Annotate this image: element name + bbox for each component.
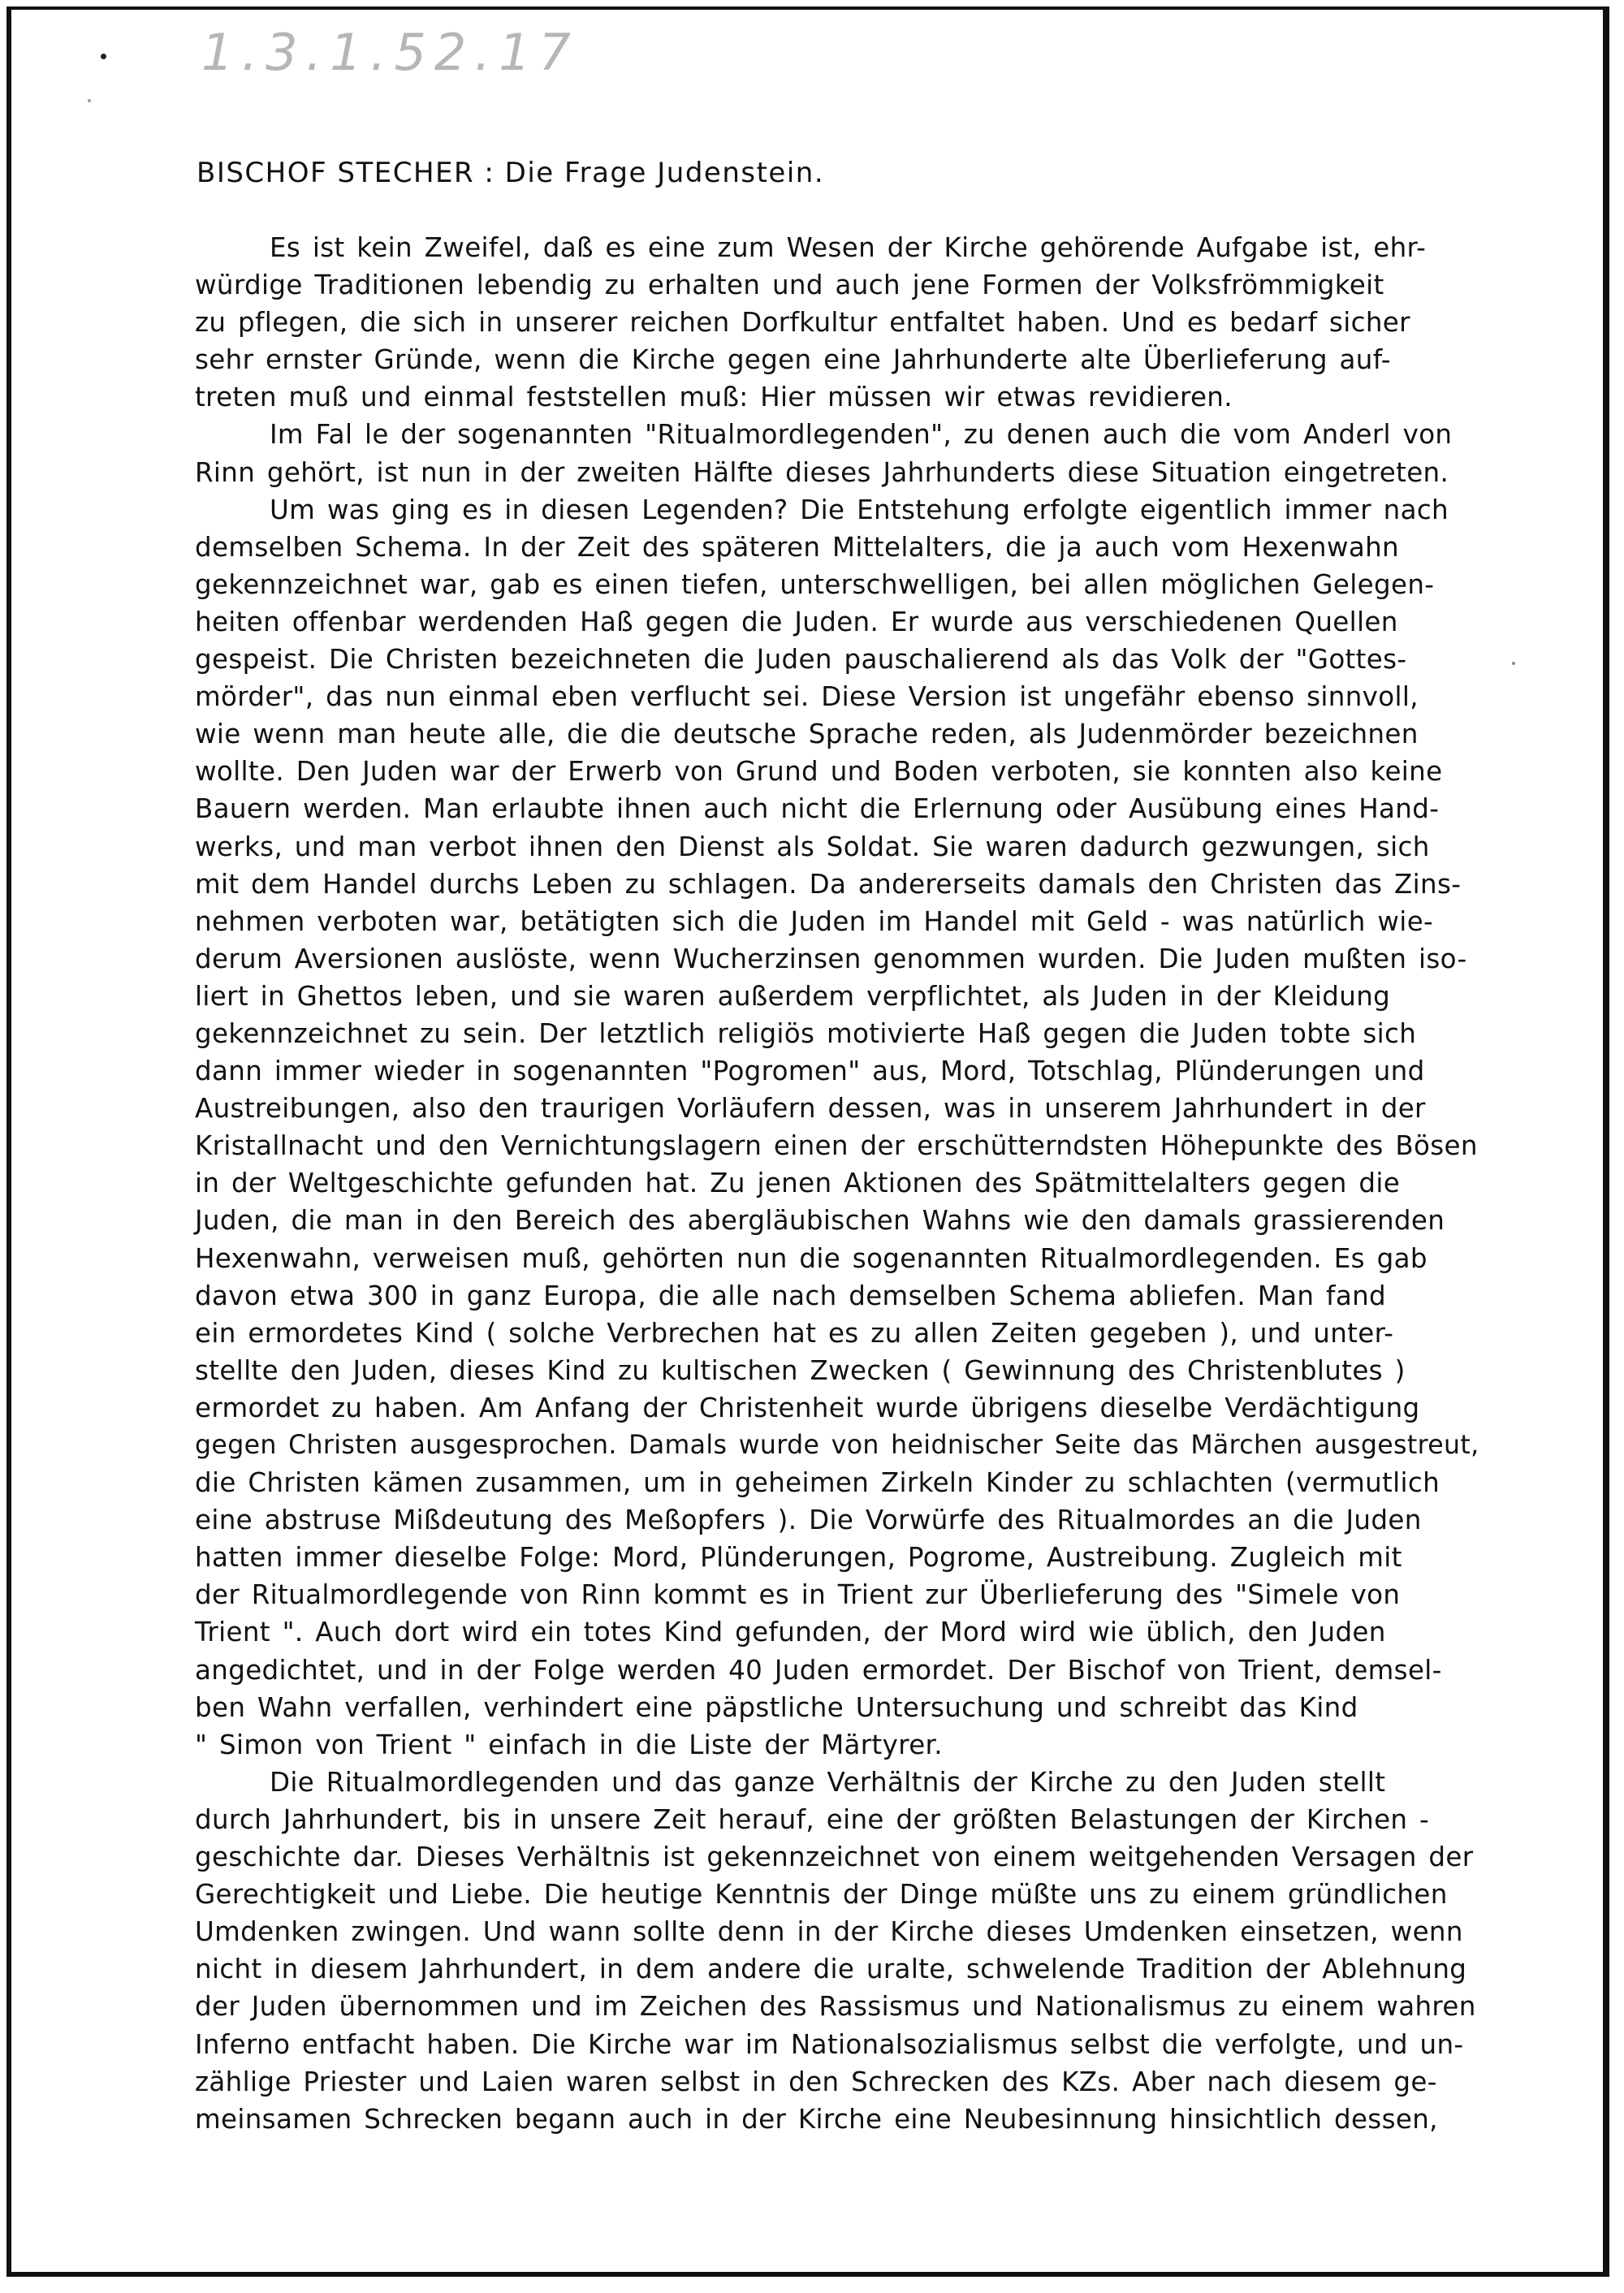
text-line: Inferno entfacht haben. Die Kirche war im Nationalsozialismus selbst die verfolgte, und un- (195, 2028, 1464, 2060)
text-line: geschichte dar. Dieses Verhältnis ist gekennzeichnet von einem weitgehenden Versagen der (195, 1842, 1474, 1873)
text-line: treten muß und einmal feststellen muß: Hier müssen wir etwas revidieren. (195, 382, 1233, 413)
text-line: angedichtet, und in der Folge werden 40 Juden ermordet. Der Bischof von Trient, demsel- (195, 1654, 1442, 1686)
text-line: Bauern werden. Man erlaubte ihnen auch nicht die Erlernung oder Ausübung eines Hand- (195, 793, 1440, 825)
text-line: Rinn gehört, ist nun in der zweiten Hälfte dieses Jahrhunderts diese Situation eingetreten. (195, 456, 1449, 488)
text-line: in der Weltgeschichte gefunden hat. Zu jenen Aktionen des Spätmittelalters gegen die (195, 1168, 1401, 1199)
text-line: Trient ". Auch dort wird ein totes Kind gefunden, der Mord wird wie üblich, den Juden (195, 1617, 1386, 1648)
text-line: gespeist. Die Christen bezeichneten die Juden pauschalierend als das Volk der "Gottes- (195, 644, 1407, 676)
text-line: heiten offenbar werdenden Haß gegen die Juden. Er wurde aus verschiedenen Quellen (195, 606, 1398, 637)
document-title: BISCHOF STECHER : Die Frage Judenstein. (197, 157, 825, 189)
text-line: werks, und man verbot ihnen den Dienst als Soldat. Sie waren dadurch gezwungen, sich (195, 831, 1430, 862)
text-line: zu pflegen, die sich in unserer reichen Dorfkultur entfaltet haben. Und es bedarf sicher (195, 307, 1410, 339)
text-line: demselben Schema. In der Zeit des späteren Mittelalters, die ja auch vom Hexenwahn (195, 531, 1399, 563)
text-line: wie wenn man heute alle, die die deutsche Sprache reden, als Judenmörder bezeichnen (195, 719, 1419, 750)
text-line: derum Aversionen auslöste, wenn Wucherzinsen genommen wurden. Die Juden mußten iso- (195, 943, 1467, 974)
text-line: Im Fal le der sogenannten "Ritualmordlegenden", zu denen auch die vom Anderl von (270, 419, 1453, 451)
text-line: ben Wahn verfallen, verhindert eine päpstliche Untersuchung und schreibt das Kind (195, 1691, 1358, 1723)
text-line: nicht in diesem Jahrhundert, in dem andere die uralte, schwelende Tradition der Ablehnung (195, 1954, 1467, 1985)
text-line: der Ritualmordlegende von Rinn kommt es in Trient zur Überlieferung des "Simele von (195, 1579, 1401, 1611)
text-line: Hexenwahn, verweisen muß, gehörten nun die sogenannten Ritualmordlegenden. Es gab (195, 1242, 1427, 1274)
text-line: Austreibungen, also den traurigen Vorläufern dessen, was in unserem Jahrhundert in der (195, 1093, 1426, 1125)
archive-reference-number: 1.3.1.52.17 (201, 23, 579, 82)
text-line: " Simon von Trient " einfach in die Liste der Märtyrer. (195, 1729, 943, 1760)
text-line: eine abstruse Mißdeutung des Meßopfers ). Die Vorwürfe des Ritualmordes an die Juden (195, 1505, 1422, 1536)
text-line: Es ist kein Zweifel, daß es eine zum Wesen der Kirche gehörende Aufgabe ist, ehr- (270, 232, 1427, 263)
text-line: mörder", das nun einmal eben verflucht sei. Diese Version ist ungefähr ebenso sinnvoll, (195, 681, 1419, 713)
text-line: gekennzeichnet war, gab es einen tiefen, unterschwelligen, bei allen möglichen Gelegen- (195, 568, 1435, 600)
text-line: hatten immer dieselbe Folge: Mord, Plünderungen, Pogrome, Austreibung. Zugleich mit (195, 1542, 1402, 1574)
scan-speck (88, 99, 91, 102)
text-line: Juden, die man in den Bereich des abergläubischen Wahns wie den damals grassierenden (195, 1205, 1445, 1237)
text-line: die Christen kämen zusammen, um in geheimen Zirkeln Kinder zu schlachten (vermutlich (195, 1467, 1440, 1499)
text-line: sehr ernster Gründe, wenn die Kirche gegen eine Jahrhunderte alte Überlieferung auf- (195, 344, 1391, 376)
text-line: wollte. Den Juden war der Erwerb von Grund und Boden verboten, sie konnten also keine (195, 756, 1443, 788)
text-line: Um was ging es in diesen Legenden? Die Entstehung erfolgte eigentlich immer nach (270, 494, 1449, 525)
text-line: gekennzeichnet zu sein. Der letztlich religiös motivierte Haß gegen die Juden tobte sich (195, 1017, 1417, 1049)
scan-speck (101, 54, 106, 59)
text-line: zählige Priester und Laien waren selbst in den Schrecken des KZs. Aber nach diesem ge- (195, 2066, 1437, 2097)
text-line: davon etwa 300 in ganz Europa, die alle nach demselben Schema abliefen. Man fand (195, 1280, 1387, 1311)
text-line: der Juden übernommen und im Zeichen des Rassismus und Nationalismus zu einem wahren (195, 1991, 1476, 2023)
text-line: würdige Traditionen lebendig zu erhalten und auch jene Formen der Volksfrömmigkeit (195, 270, 1384, 301)
text-line: Kristallnacht und den Vernichtungslagern einen der erschütterndsten Höhepunkte des Bösen (195, 1130, 1478, 1162)
text-line: ermordet zu haben. Am Anfang der Christenheit wurde übrigens dieselbe Verdächtigung (195, 1392, 1420, 1423)
text-line: stellte den Juden, dieses Kind zu kultischen Zwecken ( Gewinnung des Christenblutes ) (195, 1354, 1406, 1386)
text-line: meinsamen Schrecken begann auch in der Kirche eine Neubesinnung hinsichtlich dessen, (195, 2103, 1438, 2135)
text-line: mit dem Handel durchs Leben zu schlagen. Da andererseits damals den Christen das Zins- (195, 868, 1462, 900)
text-line: Umdenken zwingen. Und wann sollte denn in der Kirche dieses Umdenken einsetzen, wenn (195, 1916, 1463, 1948)
text-line: Die Ritualmordlegenden und das ganze Verhältnis der Kirche zu den Juden stellt (270, 1766, 1386, 1798)
text-line: ein ermordetes Kind ( solche Verbrechen hat es zu allen Zeiten gegeben ), und unter- (195, 1317, 1394, 1349)
text-line: liert in Ghettos leben, und sie waren außerdem verpflichtet, als Juden in der Kleidung (195, 980, 1391, 1012)
text-line: durch Jahrhundert, bis in unsere Zeit herauf, eine der größten Belastungen der Kirchen - (195, 1803, 1430, 1835)
text-line: dann immer wieder in sogenannten "Pogromen" aus, Mord, Totschlag, Plünderungen und (195, 1056, 1425, 1087)
text-line: nehmen verboten war, betätigten sich die Juden im Handel mit Geld - was natürlich wie- (195, 905, 1434, 937)
text-line: gegen Christen ausgesprochen. Damals wurde von heidnischer Seite das Märchen ausgestreut, (195, 1431, 1479, 1460)
scan-speck (1512, 662, 1515, 665)
document-body (195, 229, 1478, 2138)
text-line: Gerechtigkeit und Liebe. Die heutige Kenntnis der Dinge müßte uns zu einem gründlichen (195, 1879, 1448, 1911)
